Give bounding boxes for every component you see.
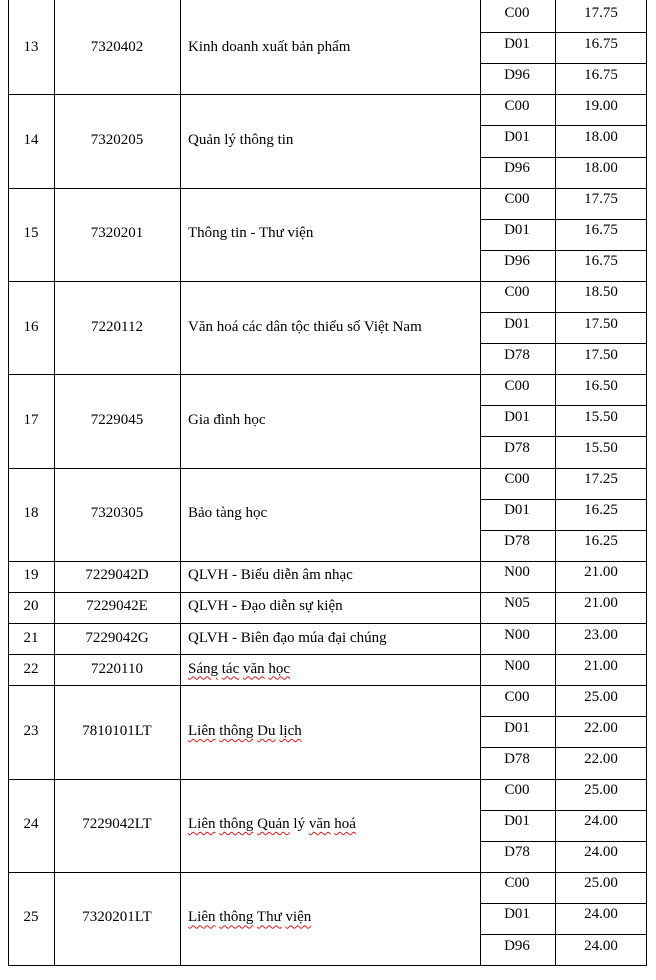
cutoff-score: 15.50 bbox=[584, 439, 618, 456]
subject-block: C00 bbox=[504, 471, 530, 488]
subject-block: D01 bbox=[504, 35, 530, 52]
row-divider bbox=[8, 94, 647, 95]
cutoff-score: 16.25 bbox=[584, 502, 618, 519]
subject-block: C00 bbox=[504, 875, 530, 892]
sub-row-divider bbox=[480, 716, 647, 717]
sub-row-divider bbox=[480, 530, 647, 531]
cutoff-score: 18.00 bbox=[584, 160, 618, 177]
program-name: Liên thông Quản lý văn hoá bbox=[188, 816, 356, 833]
subject-block: D96 bbox=[504, 160, 530, 177]
cutoff-score: 18.00 bbox=[584, 128, 618, 145]
subject-block: D96 bbox=[504, 66, 530, 83]
row-number: 13 bbox=[23, 38, 39, 55]
cutoff-score: 17.50 bbox=[584, 346, 618, 363]
row-divider bbox=[8, 779, 647, 780]
row-divider bbox=[8, 374, 647, 375]
row-number: 16 bbox=[23, 318, 39, 335]
row-divider bbox=[8, 281, 647, 282]
program-code: 7229042D bbox=[85, 567, 149, 584]
row-number: 23 bbox=[23, 722, 39, 739]
cutoff-score: 17.25 bbox=[584, 471, 618, 488]
program-code: 7320402 bbox=[90, 38, 144, 55]
row-number: 15 bbox=[23, 225, 39, 242]
table-right-border bbox=[646, 0, 647, 966]
cutoff-score: 22.00 bbox=[584, 750, 618, 767]
sub-row-divider bbox=[480, 934, 647, 935]
program-code: 7320205 bbox=[90, 131, 144, 148]
subject-block: D78 bbox=[504, 346, 530, 363]
program-name: Quản lý thông tin bbox=[188, 131, 294, 148]
row-number: 19 bbox=[23, 567, 39, 584]
subject-block: N00 bbox=[504, 657, 530, 674]
subject-block: D96 bbox=[504, 937, 530, 954]
sub-row-divider bbox=[480, 810, 647, 811]
subject-block: D01 bbox=[504, 502, 530, 519]
subject-block: C00 bbox=[504, 284, 530, 301]
sub-row-divider bbox=[480, 32, 647, 33]
subject-block: C00 bbox=[504, 377, 530, 394]
row-divider bbox=[8, 561, 647, 562]
subject-block: D01 bbox=[504, 128, 530, 145]
sub-row-divider bbox=[480, 157, 647, 158]
row-divider bbox=[8, 592, 647, 593]
column-divider bbox=[54, 0, 55, 966]
cutoff-score: 25.00 bbox=[584, 782, 618, 799]
sub-row-divider bbox=[480, 343, 647, 344]
sub-row-divider bbox=[480, 405, 647, 406]
row-number: 14 bbox=[23, 131, 39, 148]
row-divider bbox=[8, 623, 647, 624]
cutoff-score: 16.75 bbox=[584, 222, 618, 239]
cutoff-score: 17.75 bbox=[584, 191, 618, 208]
subject-block: N00 bbox=[504, 564, 530, 581]
subject-block: D78 bbox=[504, 533, 530, 550]
cutoff-score: 24.00 bbox=[584, 937, 618, 954]
row-divider bbox=[8, 188, 647, 189]
program-code: 7220110 bbox=[91, 660, 143, 677]
sub-row-divider bbox=[480, 841, 647, 842]
subject-block: N05 bbox=[504, 595, 530, 612]
column-divider bbox=[480, 0, 481, 966]
program-name: Kinh doanh xuất bản phẩm bbox=[188, 38, 351, 55]
sub-row-divider bbox=[480, 436, 647, 437]
cutoff-score: 22.00 bbox=[584, 719, 618, 736]
program-name: Thông tin - Thư viện bbox=[188, 225, 314, 242]
cutoff-score: 21.00 bbox=[584, 657, 618, 674]
program-name: QLVH - Biểu diễn âm nhạc bbox=[188, 567, 353, 584]
cutoff-score: 21.00 bbox=[584, 595, 618, 612]
column-divider bbox=[180, 0, 181, 966]
row-divider bbox=[8, 872, 647, 873]
cutoff-score: 16.25 bbox=[584, 533, 618, 550]
sub-row-divider bbox=[480, 250, 647, 251]
sub-row-divider bbox=[480, 219, 647, 220]
cutoff-score: 24.00 bbox=[584, 906, 618, 923]
program-name: Liên thông Thư viện bbox=[188, 909, 312, 926]
cutoff-score: 24.00 bbox=[584, 844, 618, 861]
cutoff-score: 16.50 bbox=[584, 377, 618, 394]
cutoff-score: 23.00 bbox=[584, 626, 618, 643]
program-name: Văn hoá các dân tộc thiểu số Việt Nam bbox=[188, 318, 422, 335]
row-number: 22 bbox=[23, 660, 39, 677]
column-divider bbox=[555, 0, 556, 966]
subject-block: D01 bbox=[504, 222, 530, 239]
program-name: Liên thông Du lịch bbox=[188, 722, 302, 739]
cutoff-score: 16.75 bbox=[584, 253, 618, 270]
program-name: Bảo tàng học bbox=[188, 505, 268, 522]
subject-block: D01 bbox=[504, 315, 530, 332]
program-code: 7810101LT bbox=[82, 722, 152, 739]
subject-block: D01 bbox=[504, 813, 530, 830]
program-name: QLVH - Biên đạo múa đại chúng bbox=[188, 629, 387, 646]
sub-row-divider bbox=[480, 747, 647, 748]
sub-row-divider bbox=[480, 125, 647, 126]
table-bottom-border bbox=[8, 965, 647, 966]
program-code: 7229042LT bbox=[82, 816, 152, 833]
cutoff-score: 24.00 bbox=[584, 813, 618, 830]
program-code: 7320201 bbox=[90, 225, 144, 242]
program-name: Gia đình học bbox=[188, 411, 266, 428]
cutoff-score: 25.00 bbox=[584, 875, 618, 892]
cutoff-score: 19.00 bbox=[584, 97, 618, 114]
sub-row-divider bbox=[480, 499, 647, 500]
subject-block: C00 bbox=[504, 97, 530, 114]
row-number: 25 bbox=[23, 909, 39, 926]
cutoff-score: 17.50 bbox=[584, 315, 618, 332]
subject-block: D96 bbox=[504, 253, 530, 270]
subject-block: D01 bbox=[504, 906, 530, 923]
cutoff-score: 15.50 bbox=[584, 408, 618, 425]
cutoff-score: 21.00 bbox=[584, 564, 618, 581]
cutoff-score: 25.00 bbox=[584, 688, 618, 705]
program-code: 7229045 bbox=[90, 411, 144, 428]
subject-block: C00 bbox=[504, 4, 530, 21]
subject-block: D78 bbox=[504, 844, 530, 861]
program-name: QLVH - Đạo diễn sự kiện bbox=[188, 598, 343, 615]
cutoff-score: 18.50 bbox=[584, 284, 618, 301]
subject-block: D78 bbox=[504, 439, 530, 456]
subject-block: C00 bbox=[504, 191, 530, 208]
sub-row-divider bbox=[480, 63, 647, 64]
row-number: 18 bbox=[23, 505, 39, 522]
program-code: 7229042E bbox=[86, 598, 148, 615]
cutoff-score: 16.75 bbox=[584, 35, 618, 52]
cutoff-score: 16.75 bbox=[584, 66, 618, 83]
program-code: 7229042G bbox=[85, 629, 149, 646]
program-name: Sáng tác văn học bbox=[188, 660, 291, 677]
program-code: 7320305 bbox=[90, 505, 144, 522]
row-number: 17 bbox=[23, 411, 39, 428]
row-divider bbox=[8, 685, 647, 686]
sub-row-divider bbox=[480, 903, 647, 904]
subject-block: C00 bbox=[504, 688, 530, 705]
subject-block: D01 bbox=[504, 408, 530, 425]
subject-block: N00 bbox=[504, 626, 530, 643]
program-code: 7320201LT bbox=[82, 909, 152, 926]
subject-block: C00 bbox=[504, 782, 530, 799]
table-left-border bbox=[8, 0, 9, 966]
row-number: 21 bbox=[23, 629, 39, 646]
program-code: 7220112 bbox=[91, 318, 143, 335]
row-number: 20 bbox=[23, 598, 39, 615]
sub-row-divider bbox=[480, 312, 647, 313]
row-number: 24 bbox=[23, 816, 39, 833]
row-divider bbox=[8, 468, 647, 469]
subject-block: D78 bbox=[504, 750, 530, 767]
row-divider bbox=[8, 654, 647, 655]
cutoff-score: 17.75 bbox=[584, 4, 618, 21]
subject-block: D01 bbox=[504, 719, 530, 736]
